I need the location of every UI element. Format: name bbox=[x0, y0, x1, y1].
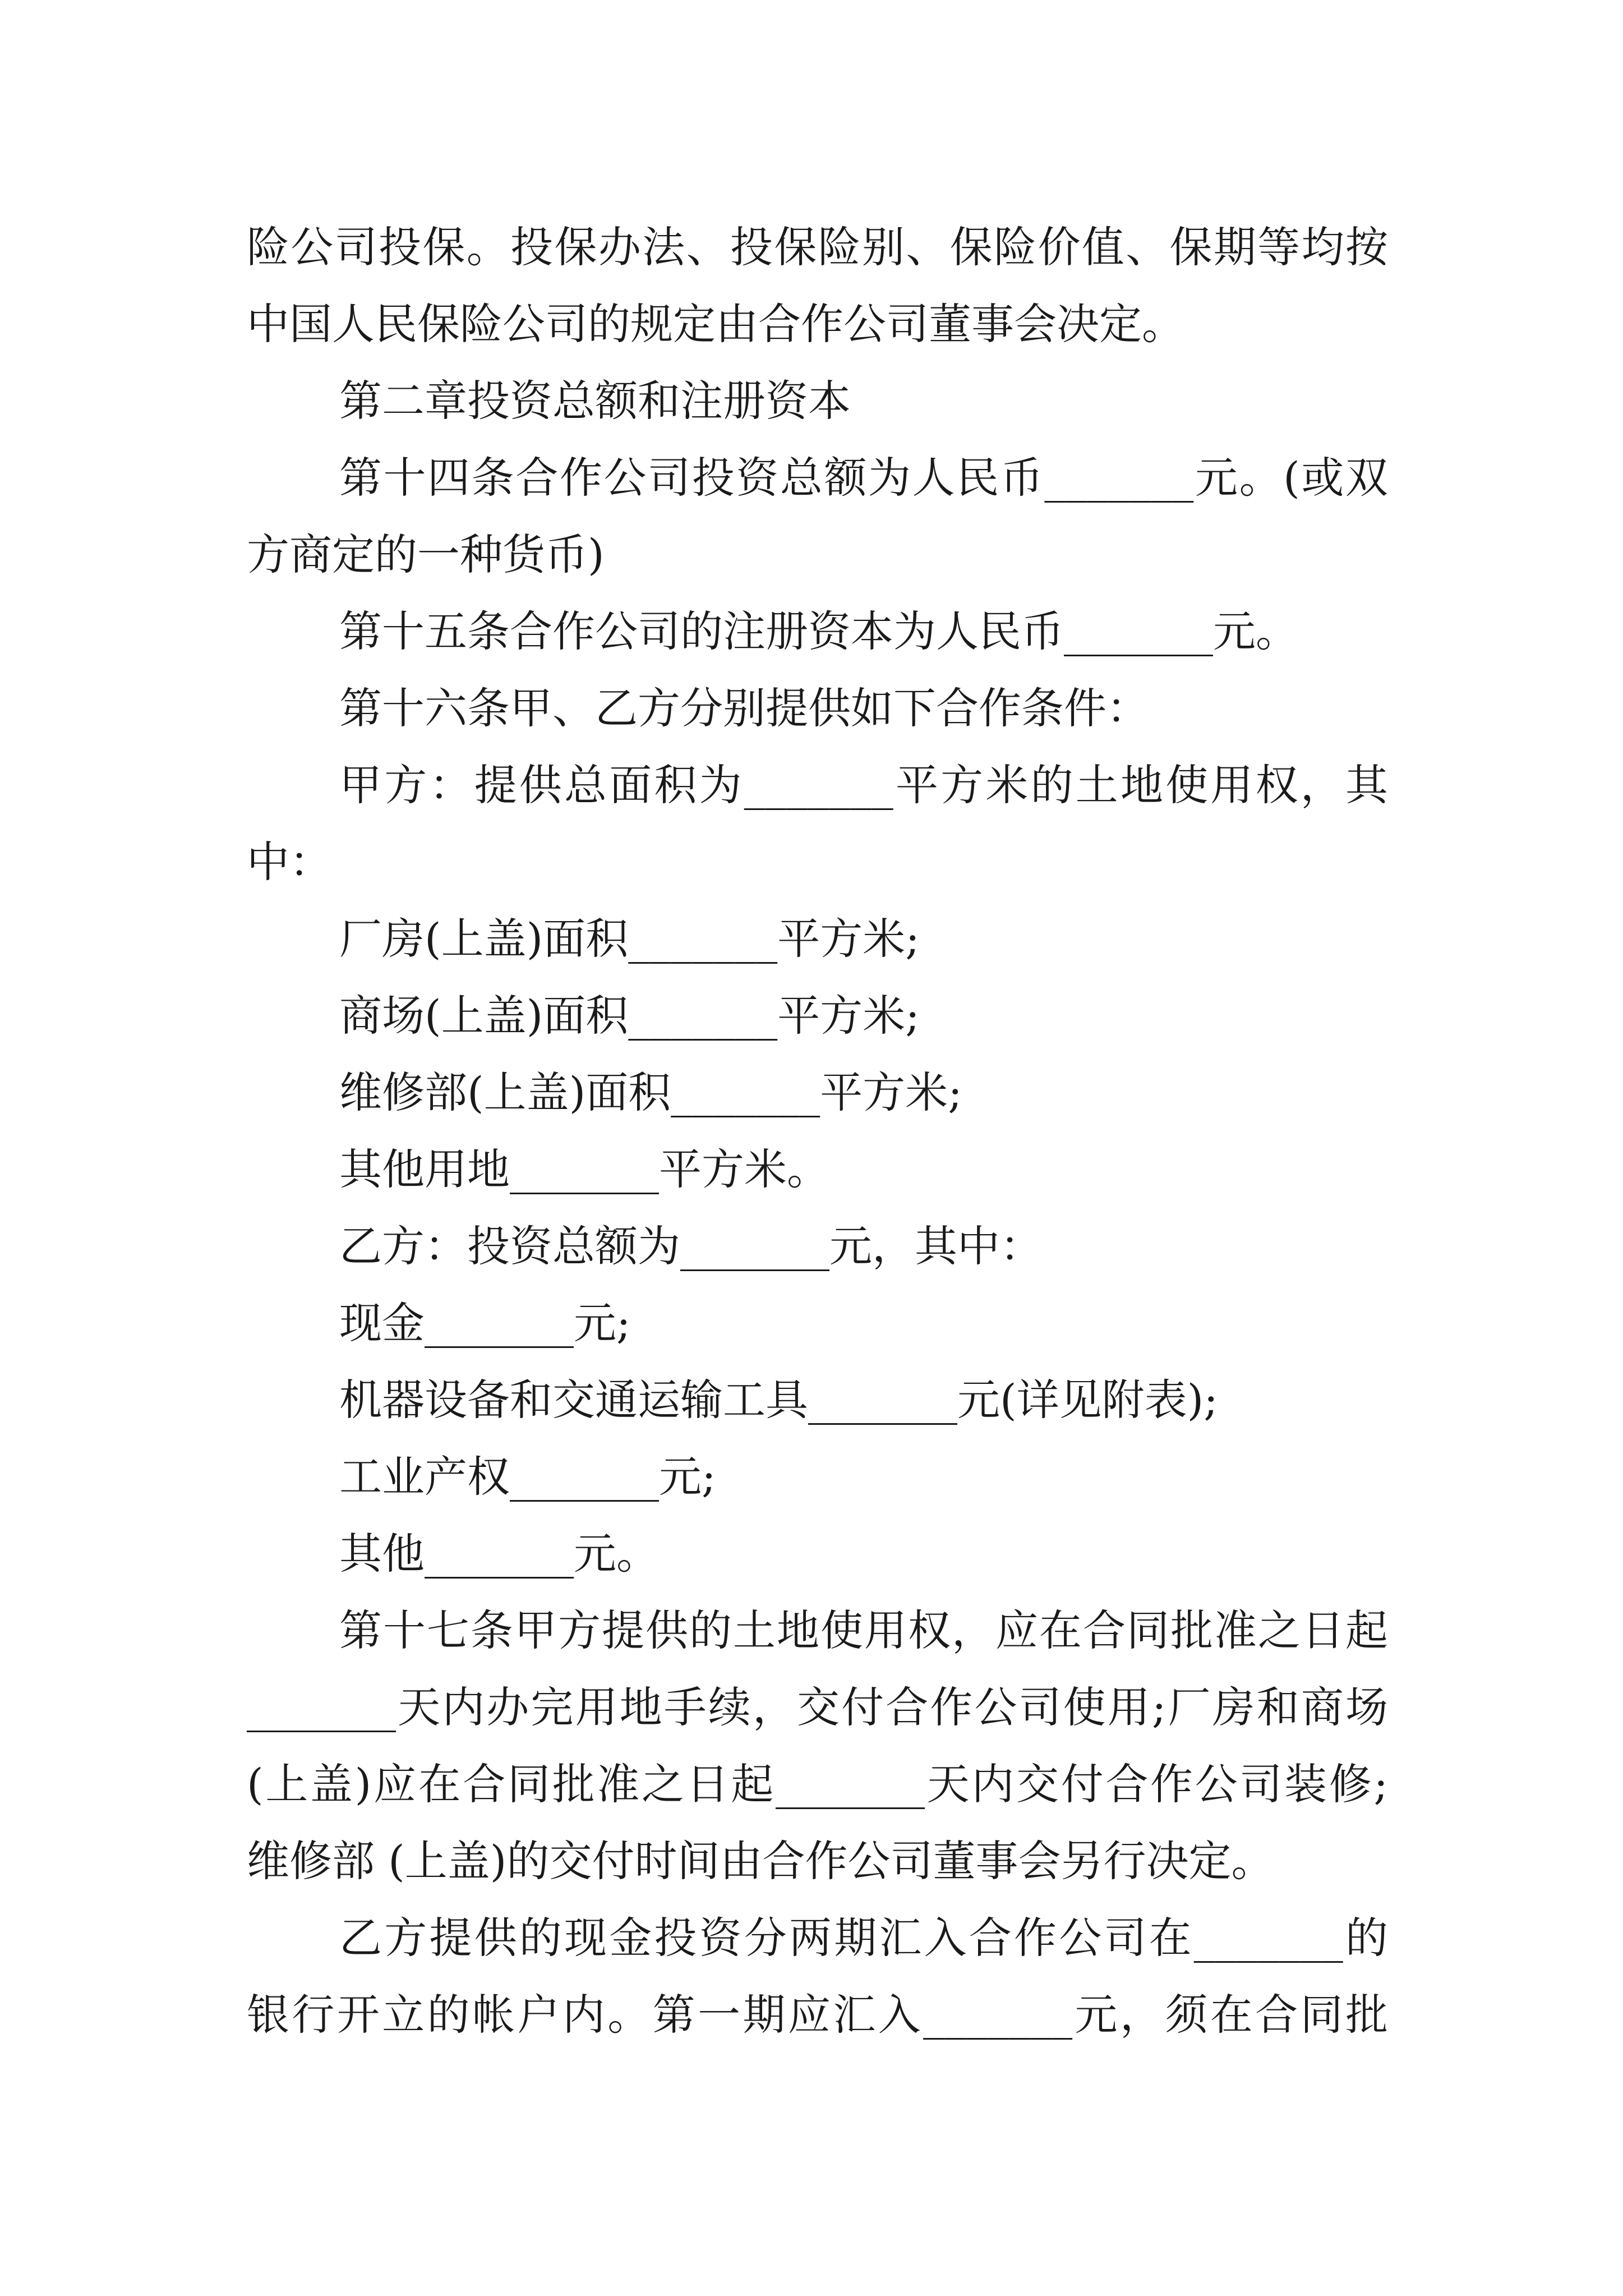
cash-amount: 现金_______元; bbox=[339, 1298, 631, 1348]
article-17-line-3: (上盖)应在合同批准之日起_______天内交付合作公司装修; bbox=[247, 1759, 1388, 1809]
other-land: 其他用地_______平方米。 bbox=[339, 1144, 829, 1194]
article-14-line-2: 方商定的一种货币) bbox=[247, 530, 605, 579]
cash-payment-line-2: 银行开立的帐户内。第一期应汇入_______元，须在合同批 bbox=[247, 1990, 1388, 2040]
article-14-line-1: 第十四条合作公司投资总额为人民币_______元。(或双 bbox=[339, 453, 1388, 503]
text-line-2: 中国人民保险公司的规定由合作公司董事会决定。 bbox=[247, 299, 1184, 349]
factory-area: 厂房(上盖)面积_______平方米; bbox=[339, 914, 920, 964]
other-amount: 其他_______元。 bbox=[339, 1529, 659, 1579]
text-line-1: 险公司投保。投保办法、投保险别、保险价值、保期等均按 bbox=[247, 222, 1388, 272]
cash-payment-line-1: 乙方提供的现金投资分两期汇入合作公司在_______的 bbox=[339, 1913, 1388, 1963]
article-17-line-2: _______天内办完用地手续，交付合作公司使用;厂房和商场 bbox=[247, 1682, 1388, 1732]
article-15: 第十五条合作公司的注册资本为人民币_______元。 bbox=[339, 606, 1298, 656]
chapter-heading: 第二章投资总额和注册资本 bbox=[339, 376, 851, 426]
article-17-line-4: 维修部 (上盖)的交付时间由合作公司董事会另行决定。 bbox=[247, 1836, 1274, 1886]
party-a-line-2: 中： bbox=[247, 837, 332, 887]
repair-area: 维修部(上盖)面积_______平方米; bbox=[339, 1068, 962, 1117]
mall-area: 商场(上盖)面积_______平方米; bbox=[339, 991, 920, 1041]
party-a-line-1: 甲方：提供总面积为_______平方米的土地使用权，其 bbox=[339, 760, 1388, 810]
party-b-total: 乙方：投资总额为_______元，其中： bbox=[339, 1221, 1043, 1271]
ip-amount: 工业产权_______元; bbox=[339, 1452, 716, 1502]
document-page bbox=[247, 209, 1388, 2053]
equipment-amount: 机器设备和交通运输工具_______元(详见附表); bbox=[339, 1375, 1218, 1425]
article-16: 第十六条甲、乙方分别提供如下合作条件： bbox=[339, 683, 1149, 733]
article-17-line-1: 第十七条甲方提供的土地使用权，应在合同批准之日起 bbox=[339, 1605, 1388, 1655]
